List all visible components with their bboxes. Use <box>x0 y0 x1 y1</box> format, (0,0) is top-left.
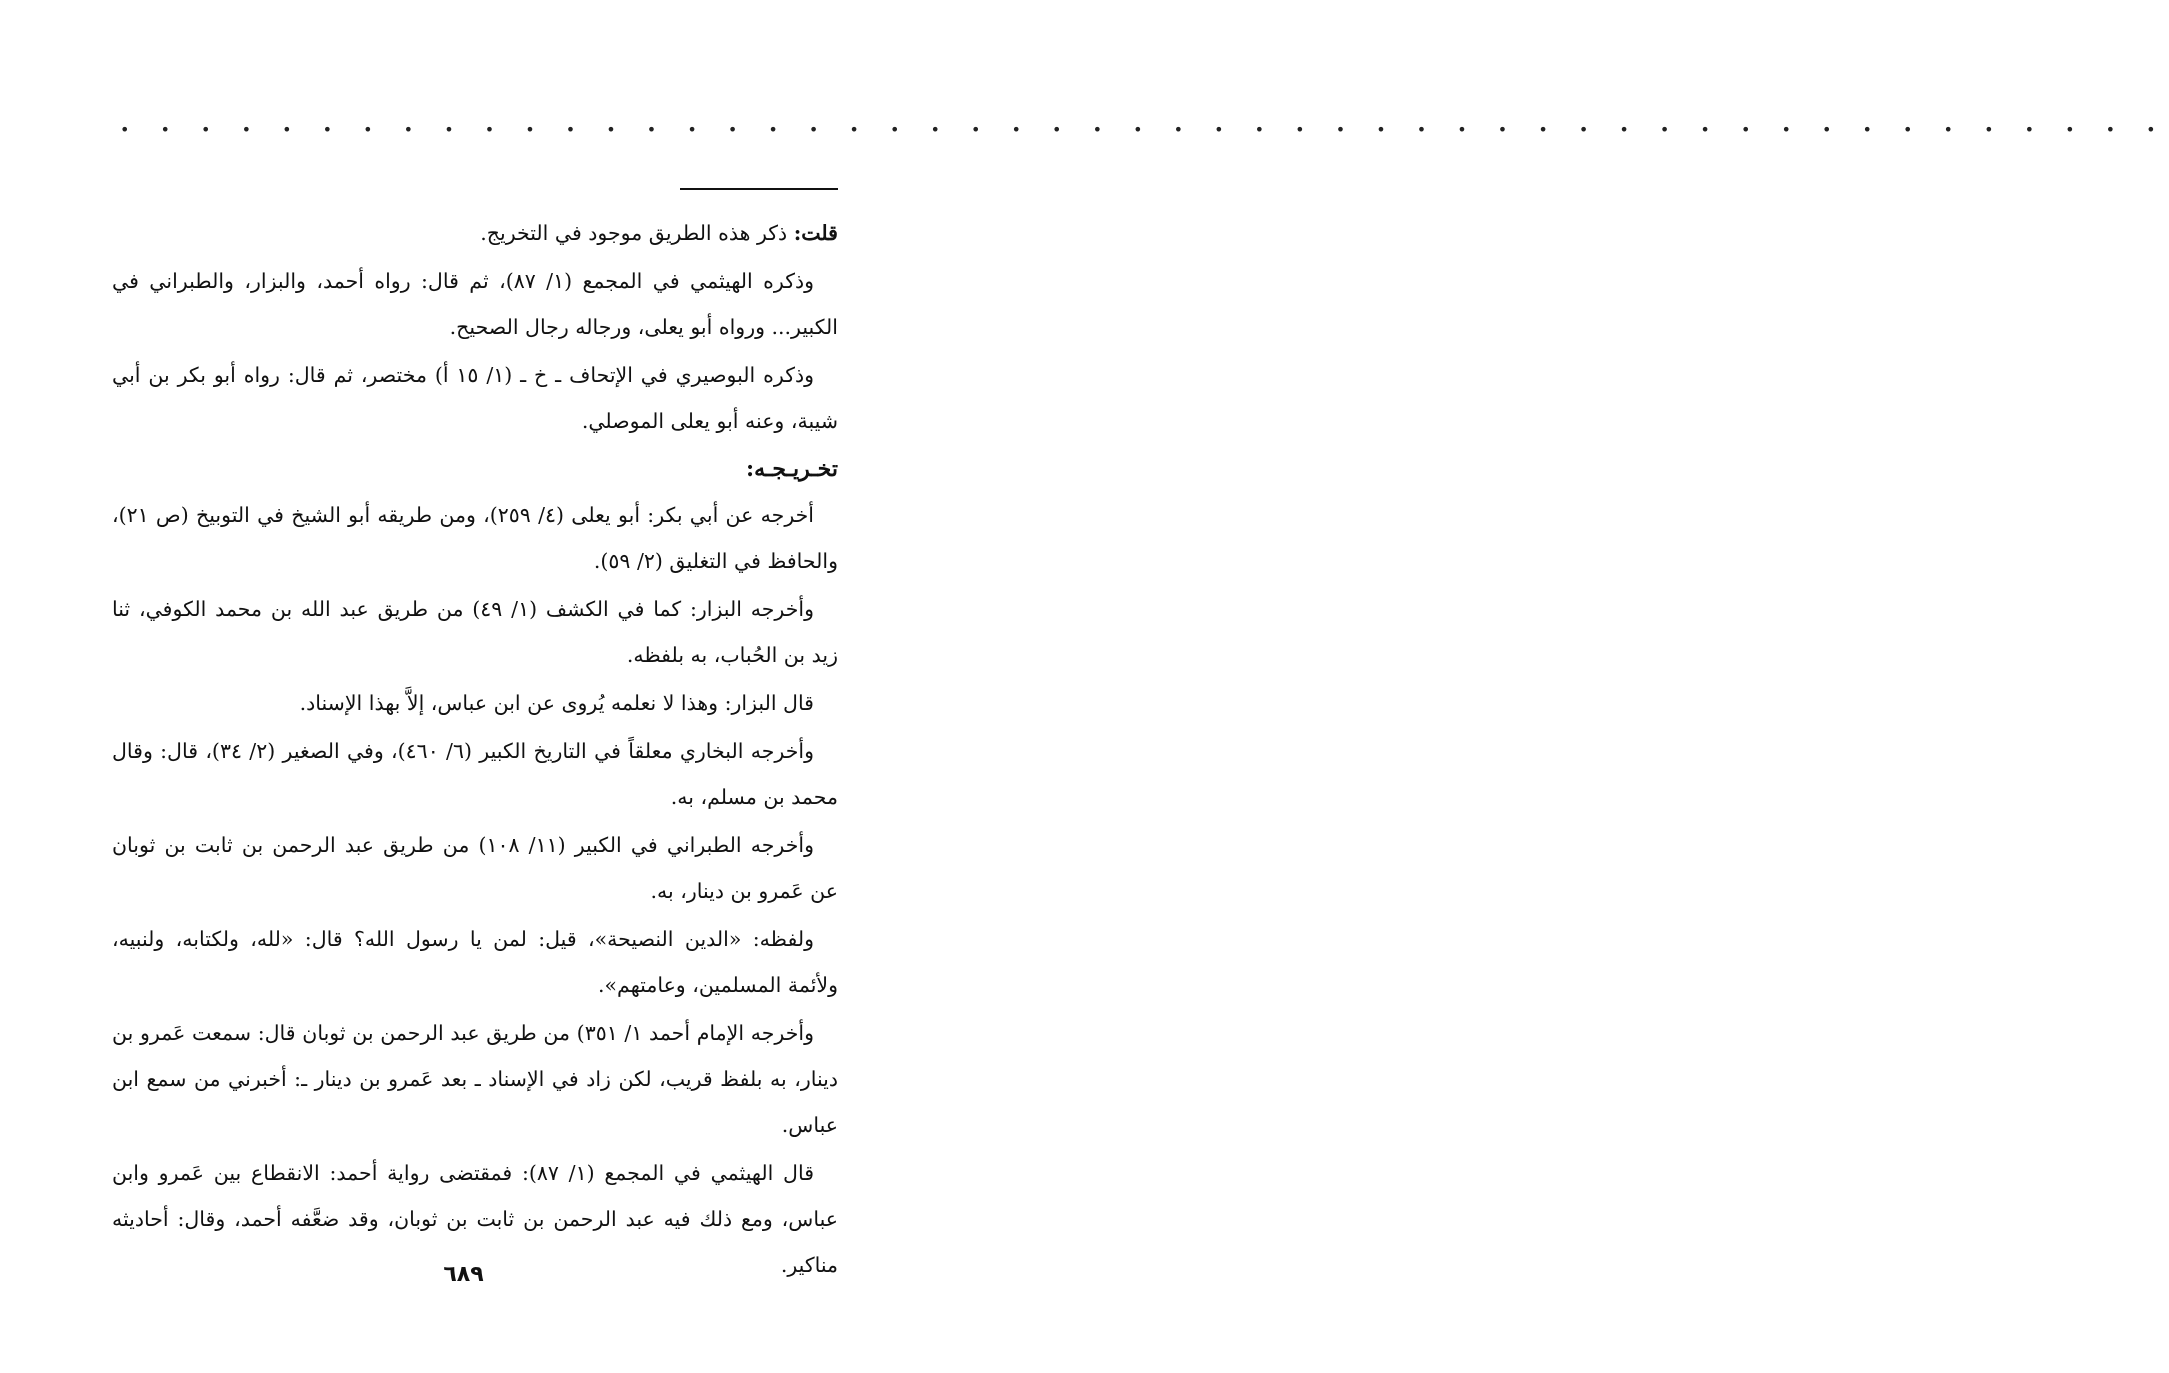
page-body <box>112 210 838 1290</box>
paragraph: وأخرجه البزار: كما في الكشف (١/ ٤٩) من طريق عبد الله بن محمد الكوفي، ثنا زيد بن الحُباب، به بلفظه. <box>112 597 838 667</box>
paragraph <box>112 352 838 444</box>
paragraph: قال الهيثمي في المجمع (١/ ٨٧): فمقتضى رواية أحمد: الانقطاع بين عَمرو وابن عباس، ومع ذلك فيه عبد الرحمن بن ثابت بن ثوبان، وقد ضعَّفه أحمد، وقال: أحاديثه مناكير. <box>112 1161 838 1277</box>
paragraph: ولفظه: «الدين النصيحة»، قيل: لمن يا رسول الله؟ قال: «لله، ولكتابه، ولنبيه، ولأئمة المسلمين، وعامتهم». <box>112 927 838 997</box>
dotted-separator: • • • • • • • • • • • • • • • • • • • • • • • • • • • • • • • • • • • • • • • • • • • • • • • • • • • <box>120 120 2169 139</box>
paragraph: أخرجه عن أبي بكر: أبو يعلى (٤/ ٢٥٩)، ومن طريقه أبو الشيخ في التوبيخ (ص ٢١)، والحافظ في التغليق (٢/ ٥٩). <box>112 503 838 573</box>
paragraph: وأخرجه البخاري معلقاً في التاريخ الكبير (٦/ ٤٦٠)، وفي الصغير (٢/ ٣٤)، قال: وقال محمد بن مسلم، به. <box>112 739 838 809</box>
paragraph-lead: قلت: <box>793 221 838 245</box>
page-number: ٦٨٩ <box>443 1262 484 1287</box>
paragraph-text: وذكره الهيثمي في المجمع (١/ ٨٧)، ثم قال: رواه أحمد، والبزار، والطبراني في الكبير... ورواه أبو يعلى، ورجاله رجال الصحيح. <box>112 269 838 339</box>
paragraph: وأخرجه الطبراني في الكبير (١١/ ١٠٨) من طريق عبد الرحمن بن ثابت بن ثوبان عن عَمرو بن دينار، به. <box>112 833 838 903</box>
paragraph: قال البزار: وهذا لا نعلمه يُروى عن ابن عباس، إلاَّ بهذا الإسناد. <box>299 691 814 715</box>
footnote-rule <box>680 188 838 190</box>
paragraph <box>112 258 838 350</box>
paragraph: وأخرجه الإمام أحمد ١/ ٣٥١) من طريق عبد الرحمن بن ثوبان قال: سمعت عَمرو بن دينار، به بلفظ قريب، لكن زاد في الإسناد ـ بعد عَمرو بن دينار ـ: أخبرني من سمع ابن عباس. <box>112 1021 838 1137</box>
paragraph-text: وذكره البوصيري في الإتحاف ـ خ ـ (١/ ١٥ أ) مختصر، ثم قال: رواه أبو بكر بن أبي شيبة، وعنه أبو يعلى الموصلي. <box>112 363 838 433</box>
paragraph-text: ذكر هذه الطريق موجود في التخريج. <box>480 221 794 245</box>
paragraph <box>112 210 838 256</box>
section-heading: تخـريـجـه: <box>745 456 838 482</box>
